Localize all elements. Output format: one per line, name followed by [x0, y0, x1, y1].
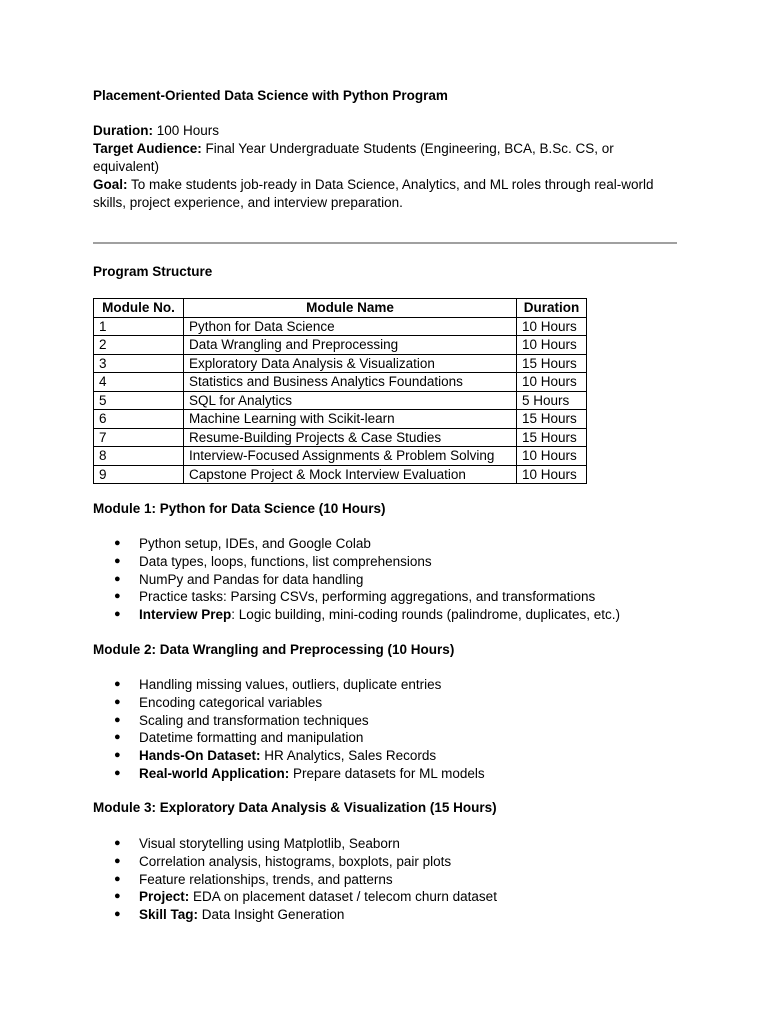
goal-line — [93, 176, 673, 212]
module-duration-cell: 15 Hours — [517, 354, 587, 373]
program-structure-table — [93, 298, 587, 484]
module-name-cell: Exploratory Data Analysis & Visualization — [184, 354, 517, 373]
module-number-cell: 4 — [94, 373, 184, 392]
module-name-cell: Resume-Building Projects & Case Studies — [184, 428, 517, 447]
bullet-icon: ● — [114, 554, 121, 567]
list-item — [93, 676, 485, 694]
list-item-text: NumPy and Pandas for data handling — [139, 571, 364, 587]
module-name-cell: Interview-Focused Assignments & Problem Solving — [184, 447, 517, 466]
list-item-text: Prepare datasets for ML models — [289, 765, 485, 781]
list-item — [93, 712, 485, 730]
column-header-duration: Duration — [517, 299, 587, 318]
list-item-label: Project: — [139, 889, 190, 905]
bullet-icon: ● — [114, 749, 121, 762]
bullet-icon: ● — [114, 890, 121, 903]
module-name-cell: Machine Learning with Scikit-learn — [184, 410, 517, 429]
list-item-text: EDA on placement dataset / telecom churn dataset — [189, 889, 497, 905]
list-item-text: Data Insight Generation — [198, 907, 345, 923]
module-duration-cell: 10 Hours — [517, 317, 587, 336]
bullet-icon: ● — [114, 766, 121, 779]
table-row — [94, 465, 587, 484]
table-row — [94, 373, 587, 392]
column-header-module-name: Module Name — [184, 299, 517, 318]
module-number-cell: 7 — [94, 428, 184, 447]
module-name-cell: Python for Data Science — [184, 317, 517, 336]
module-2-list — [93, 676, 485, 783]
module-duration-cell: 10 Hours — [517, 373, 587, 392]
bullet-icon: ● — [114, 713, 121, 726]
list-item — [93, 906, 497, 924]
module-number-cell: 3 — [94, 354, 184, 373]
list-item-text: Practice tasks: Parsing CSVs, performing aggregations, and transformations — [139, 589, 596, 605]
table-row — [94, 354, 587, 373]
bullet-icon: ● — [114, 678, 121, 690]
module-number-cell: 5 — [94, 391, 184, 410]
program-meta — [93, 122, 673, 212]
table-header-row — [94, 299, 587, 318]
table-row — [94, 317, 587, 336]
list-item — [93, 888, 497, 906]
table-row — [94, 447, 587, 466]
list-item — [93, 553, 620, 571]
module-duration-cell: 10 Hours — [517, 465, 587, 484]
module-name-cell: Capstone Project & Mock Interview Evaluation — [184, 465, 517, 484]
list-item — [93, 535, 620, 553]
table-row — [94, 336, 587, 355]
list-item-text: HR Analytics, Sales Records — [260, 748, 437, 764]
list-item — [93, 835, 497, 853]
document-title: Placement-Oriented Data Science with Python Program — [93, 88, 448, 103]
bullet-icon: ● — [114, 590, 121, 603]
list-item-text: : Logic building, mini-coding rounds (palindrome, duplicates, etc.) — [231, 607, 621, 623]
list-item-text: Handling missing values, outliers, duplicate entries — [139, 677, 442, 692]
list-item-label: Interview Prep — [139, 607, 232, 623]
module-duration-cell: 10 Hours — [517, 447, 587, 466]
module-3-list — [93, 835, 497, 924]
module-duration-cell: 15 Hours — [517, 410, 587, 429]
list-item-label: Real-world Application: — [139, 765, 290, 781]
list-item-text: Python setup, IDEs, and Google Colab — [139, 536, 371, 551]
program-structure-heading: Program Structure — [93, 264, 213, 279]
bullet-icon: ● — [114, 731, 121, 744]
module-number-cell: 1 — [94, 317, 184, 336]
list-item — [93, 571, 620, 589]
module-duration-cell: 5 Hours — [517, 391, 587, 410]
horizontal-divider — [93, 242, 677, 244]
table-row — [94, 391, 587, 410]
list-item — [93, 747, 485, 765]
bullet-icon: ● — [114, 537, 121, 549]
goal-value: To make students job-ready in Data Science, Analytics, and ML roles through real-world skills, project experience, and interview preparation. — [93, 177, 654, 210]
table-row — [94, 428, 587, 447]
list-item-text: Correlation analysis, histograms, boxplots, pair plots — [139, 853, 452, 869]
bullet-icon: ● — [114, 695, 121, 708]
list-item — [93, 871, 497, 889]
module-name-cell: Data Wrangling and Preprocessing — [184, 336, 517, 355]
module-number-cell: 9 — [94, 465, 184, 484]
goal-label: Goal: — [93, 177, 128, 192]
bullet-icon: ● — [114, 608, 121, 621]
column-header-module-no: Module No. — [94, 299, 184, 318]
module-number-cell: 8 — [94, 447, 184, 466]
list-item-text: Datetime formatting and manipulation — [139, 730, 364, 746]
list-item — [93, 765, 485, 783]
duration-value: 100 Hours — [156, 123, 220, 138]
bullet-icon: ● — [114, 854, 121, 867]
list-item-text: Scaling and transformation techniques — [139, 712, 369, 728]
list-item — [93, 606, 620, 624]
module-name-cell: Statistics and Business Analytics Foundations — [184, 373, 517, 392]
module-number-cell: 2 — [94, 336, 184, 355]
bullet-icon: ● — [114, 872, 121, 885]
module-number-cell: 6 — [94, 410, 184, 429]
list-item — [93, 588, 620, 606]
duration-label: Duration: — [93, 123, 153, 138]
list-item — [93, 729, 485, 747]
module-2-heading: Module 2: Data Wrangling and Preprocessing (10 Hours) — [93, 642, 455, 657]
module-3-heading: Module 3: Exploratory Data Analysis & Visualization (15 Hours) — [93, 800, 497, 815]
list-item-text: Feature relationships, trends, and patterns — [139, 871, 393, 887]
list-item-text: Encoding categorical variables — [139, 694, 323, 710]
list-item — [93, 853, 497, 871]
list-item — [93, 694, 485, 712]
bullet-icon: ● — [114, 572, 121, 585]
list-item-label: Hands-On Dataset: — [139, 748, 261, 764]
module-name-cell: SQL for Analytics — [184, 391, 517, 410]
audience-line — [93, 140, 673, 176]
duration-line — [93, 122, 673, 140]
module-1-list — [93, 535, 620, 624]
list-item-label: Skill Tag: — [139, 907, 199, 923]
bullet-icon: ● — [114, 837, 121, 849]
module-1-heading: Module 1: Python for Data Science (10 Hours) — [93, 501, 386, 516]
audience-label: Target Audience: — [93, 141, 202, 156]
audience-value: Final Year Undergraduate Students (Engineering, BCA, B.Sc. CS, or equivalent) — [93, 141, 614, 174]
bullet-icon: ● — [114, 908, 121, 921]
module-duration-cell: 10 Hours — [517, 336, 587, 355]
list-item-text: Data types, loops, functions, list comprehensions — [139, 553, 432, 569]
table-row — [94, 410, 587, 429]
module-duration-cell: 15 Hours — [517, 428, 587, 447]
list-item-text: Visual storytelling using Matplotlib, Seaborn — [139, 836, 400, 851]
